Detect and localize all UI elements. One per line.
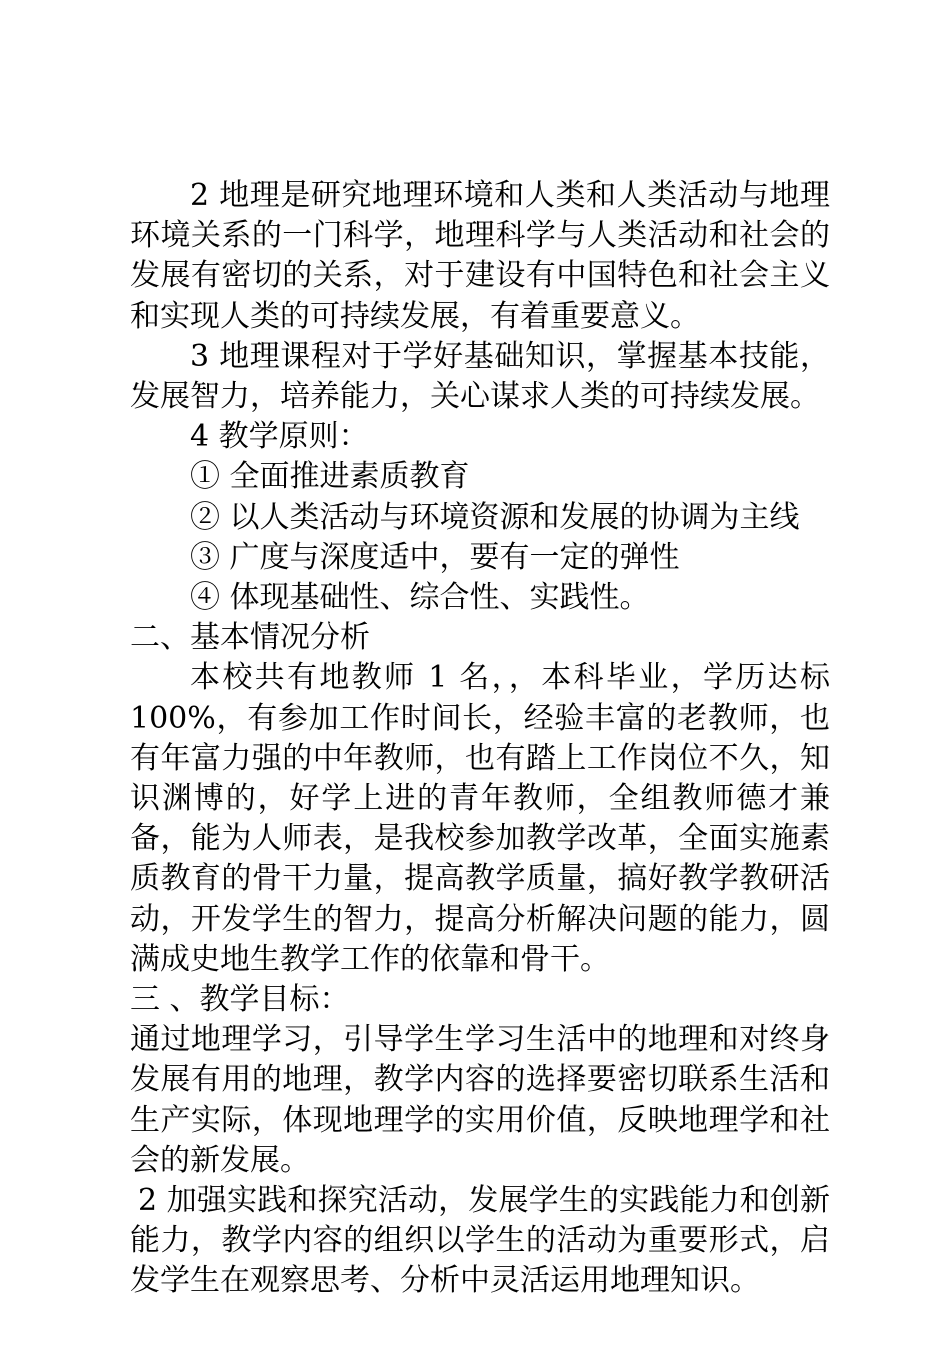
section-heading-situation-analysis: 二、基本情况分析	[130, 620, 370, 656]
paragraph-situation-analysis: 本校共有地教师 1 名，，本科毕业，学历达标 100%，有参加工作时间长，经验丰富的老教师，也有年富力强的中年教师，也有踏上工作岗位不久，知识渊博的，好学上进的青年教师，全组教师德才兼备，能为人师表，是我校参加教学改革，全面实施素质教育的骨干力量，提高教学质量，搞好教学教研活动，开发学生的智力，提高分析解决问题的能力，圆满成史地生教学工作的依靠和骨干。	[130, 660, 830, 977]
paragraph-teaching-goal-2: 2 加强实践和探究活动，发展学生的实践能力和创新能力，教学内容的组织以学生的活动为重要形式，启发学生在观察思考、分析中灵活运用地理知识。	[130, 1183, 830, 1299]
paragraph-teaching-principles-title: 4 教学原则：	[190, 419, 369, 455]
paragraph-geography-definition: 2 地理是研究地理环境和人类和人类活动与地理环境关系的一门科学，地理科学与人类活动和社会的发展有密切的关系，对于建设有中国特色和社会主义和实现人类的可持续发展，有着重要意义。	[130, 178, 830, 334]
list-item-principle-1: ① 全面推进素质教育	[190, 459, 470, 495]
list-item-principle-4: ④ 体现基础性、综合性、实践性。	[190, 580, 650, 616]
paragraph-geography-course: 3 地理课程对于学好基础知识，掌握基本技能，发展智力，培养能力，关心谋求人类的可持续发展。	[130, 338, 830, 415]
paragraph-teaching-goal-1: 通过地理学习，引导学生学习生活中的地理和对终身发展有用的地理，教学内容的选择要密切联系生活和生产实际，体现地理学的实用价值，反映地理学和社会的新发展。	[130, 1022, 830, 1178]
document-body	[130, 176, 830, 1302]
section-heading-teaching-goals: 三 、教学目标：	[130, 982, 350, 1018]
list-item-principle-2: ② 以人类活动与环境资源和发展的协调为主线	[190, 499, 800, 535]
list-item-principle-3: ③ 广度与深度适中，要有一定的弹性	[190, 539, 680, 575]
